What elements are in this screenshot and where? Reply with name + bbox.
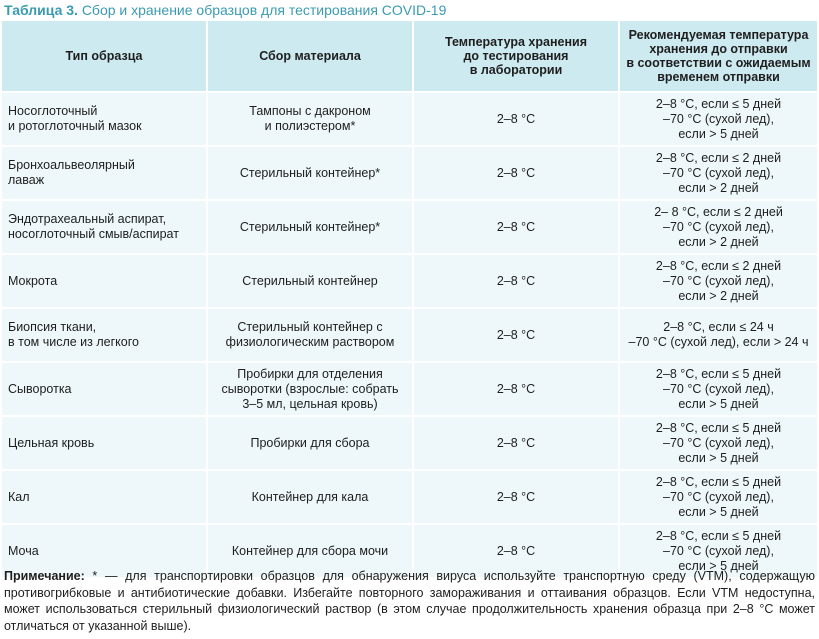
cell-lab-temp: 2–8 °C	[414, 417, 620, 471]
table-row	[2, 309, 817, 363]
cell-shipping-temp: 2–8 °C, если ≤ 5 дней –70 °C (сухой лед), если > 5 дней	[620, 525, 817, 579]
cell-shipping-temp: 2–8 °C, если ≤ 24 ч –70 °C (сухой лед), если > 24 ч	[620, 309, 817, 363]
cell-collection: Тампоны с дакроном и полиэстером*	[208, 93, 414, 147]
table-row	[2, 147, 817, 201]
cell-lab-temp: 2–8 °C	[414, 201, 620, 255]
cell-sample-type: Носоглоточный и ротоглоточный мазок	[2, 93, 208, 147]
footnote-label: Примечание:	[4, 569, 85, 583]
cell-sample-type: Бронхоальвеолярный лаваж	[2, 147, 208, 201]
cell-shipping-temp: 2–8 °C, если ≤ 5 дней –70 °C (сухой лед), если > 5 дней	[620, 93, 817, 147]
table-title	[4, 0, 446, 20]
cell-sample-type: Сыворотка	[2, 363, 208, 417]
header-shipping-temp: Рекомендуемая температура хранения до отправки в соответствии с ожидаемым временем отправки	[620, 21, 817, 93]
cell-shipping-temp: 2–8 °C, если ≤ 2 дней –70 °C (сухой лед), если > 2 дней	[620, 255, 817, 309]
cell-collection: Контейнер для сбора мочи	[208, 525, 414, 579]
cell-lab-temp: 2–8 °C	[414, 363, 620, 417]
cell-shipping-temp: 2–8 °C, если ≤ 5 дней –70 °C (сухой лед), если > 5 дней	[620, 417, 817, 471]
table-header-row	[2, 21, 817, 93]
cell-shipping-temp: 2–8 °C, если ≤ 5 дней –70 °C (сухой лед), если > 5 дней	[620, 363, 817, 417]
table-row	[2, 255, 817, 309]
cell-collection: Пробирки для сбора	[208, 417, 414, 471]
footnote-text: * — для транспортировки образцов для обнаружения вируса используйте транспортную среду (VTM), содержащую противогрибковые и антибиотические добавки. Избегайте повторного замораживания и оттаивания образцов. Если VTM недоступна, может использоваться стерильный физиологический раствор (в этом случае продолжительность хранения образца при 2–8 °C может отличаться от указанной выше).	[4, 569, 815, 633]
table-title-label: Таблица 3.	[4, 2, 78, 18]
header-sample-type: Тип образца	[2, 21, 208, 93]
header-collection: Сбор материала	[208, 21, 414, 93]
header-lab-storage-temp: Температура хранения до тестирования в лаборатории	[414, 21, 620, 93]
table-row	[2, 363, 817, 417]
cell-shipping-temp: 2–8 °C, если ≤ 5 дней –70 °C (сухой лед), если > 5 дней	[620, 471, 817, 525]
cell-sample-type: Кал	[2, 471, 208, 525]
cell-shipping-temp: 2– 8 °C, если ≤ 2 дней –70 °C (сухой лед), если > 2 дней	[620, 201, 817, 255]
cell-sample-type: Эндотрахеальный аспират, носоглоточный смыв/аспират	[2, 201, 208, 255]
cell-collection: Стерильный контейнер*	[208, 201, 414, 255]
cell-collection: Стерильный контейнер	[208, 255, 414, 309]
cell-lab-temp: 2–8 °C	[414, 255, 620, 309]
table-row	[2, 471, 817, 525]
cell-lab-temp: 2–8 °C	[414, 147, 620, 201]
table-row	[2, 417, 817, 471]
cell-shipping-temp: 2–8 °C, если ≤ 2 дней –70 °C (сухой лед), если > 2 дней	[620, 147, 817, 201]
cell-lab-temp: 2–8 °C	[414, 525, 620, 579]
cell-sample-type: Цельная кровь	[2, 417, 208, 471]
cell-collection: Стерильный контейнер*	[208, 147, 414, 201]
table-title-text: Сбор и хранение образцов для тестирования COVID-19	[81, 2, 447, 18]
cell-lab-temp: 2–8 °C	[414, 471, 620, 525]
cell-lab-temp: 2–8 °C	[414, 309, 620, 363]
cell-collection: Контейнер для кала	[208, 471, 414, 525]
cell-collection: Стерильный контейнер с физиологическим раствором	[208, 309, 414, 363]
specimen-table	[2, 21, 817, 579]
footnote	[4, 568, 815, 634]
table-row	[2, 201, 817, 255]
cell-sample-type: Моча	[2, 525, 208, 579]
cell-lab-temp: 2–8 °C	[414, 93, 620, 147]
cell-collection: Пробирки для отделения сыворотки (взрослые: собрать 3–5 мл, цельная кровь)	[208, 363, 414, 417]
cell-sample-type: Мокрота	[2, 255, 208, 309]
table-row	[2, 93, 817, 147]
cell-sample-type: Биопсия ткани, в том числе из легкого	[2, 309, 208, 363]
specimen-table-container	[2, 21, 817, 573]
